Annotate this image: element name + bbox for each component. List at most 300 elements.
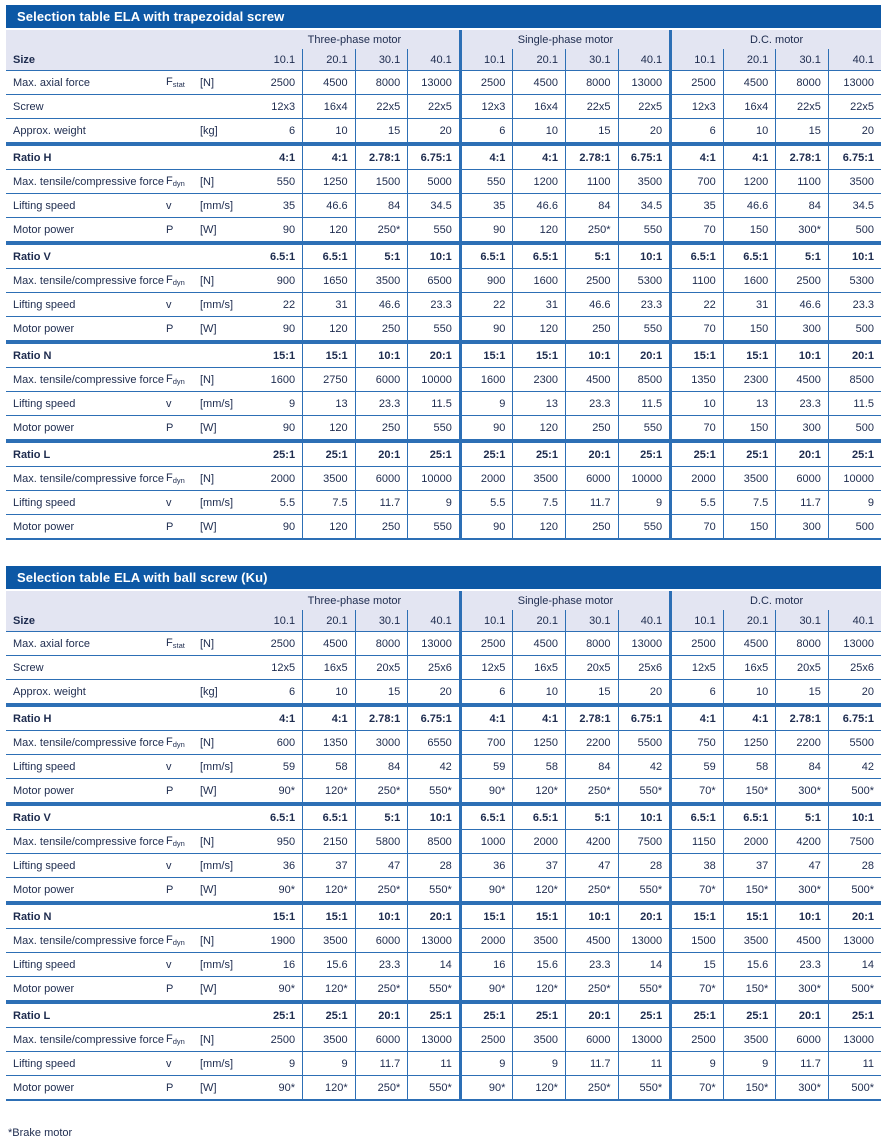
value-cell: 4500 (513, 632, 566, 656)
value-cell: 25x6 (828, 656, 881, 680)
value-cell: 13 (303, 392, 356, 416)
value-cell: 10000 (618, 467, 671, 491)
size-value: 30.1 (565, 49, 618, 71)
value-cell: 9 (460, 1052, 513, 1076)
value-cell: 22 (671, 293, 724, 317)
value-cell: 59 (460, 755, 513, 779)
value-cell: 70 (671, 515, 724, 540)
motor-group-header: D.C. motor (671, 591, 881, 610)
ratio-value: 4:1 (723, 705, 776, 731)
row-unit: [mm/s] (200, 491, 250, 515)
value-cell: 84 (565, 755, 618, 779)
value-cell: 120 (303, 416, 356, 442)
ratio-label: Ratio N (6, 342, 250, 368)
row-symbol: P (166, 878, 200, 904)
row-label: Max. tensile/compressive force (6, 467, 166, 491)
value-cell: 1150 (671, 830, 724, 854)
value-cell: 70* (671, 1076, 724, 1101)
ratio-value: 10:1 (565, 903, 618, 929)
value-cell: 16x5 (513, 656, 566, 680)
size-value: 20.1 (723, 610, 776, 632)
value-cell: 5.5 (460, 491, 513, 515)
size-value: 40.1 (408, 610, 461, 632)
value-cell: 500* (828, 878, 881, 904)
ratio-value: 25:1 (618, 441, 671, 467)
ratio-value: 25:1 (408, 1002, 461, 1028)
value-cell: 23.3 (776, 953, 829, 977)
row-unit (200, 95, 250, 119)
value-cell: 500 (828, 515, 881, 540)
row-label: Lifting speed (6, 392, 166, 416)
value-cell: 550 (408, 515, 461, 540)
ratio-header-row (6, 705, 881, 731)
value-cell: 300* (776, 779, 829, 805)
value-cell: 5.5 (671, 491, 724, 515)
value-cell: 6000 (776, 467, 829, 491)
value-cell: 70 (671, 317, 724, 343)
ratio-value: 25:1 (408, 441, 461, 467)
value-cell: 500 (828, 317, 881, 343)
size-value: 30.1 (355, 49, 408, 71)
value-cell: 3500 (618, 170, 671, 194)
value-cell: 15 (671, 953, 724, 977)
value-cell: 90 (250, 218, 303, 244)
table-title: Selection table ELA with trapezoidal screw (17, 9, 285, 24)
value-cell: 8500 (408, 830, 461, 854)
value-cell: 1200 (723, 170, 776, 194)
value-cell: 12x5 (250, 656, 303, 680)
motor-group-row (6, 30, 881, 49)
value-cell: 8000 (355, 632, 408, 656)
value-cell: 16 (460, 953, 513, 977)
value-cell: 2500 (671, 1028, 724, 1052)
value-cell: 28 (828, 854, 881, 878)
value-cell: 22x5 (776, 95, 829, 119)
value-cell: 500* (828, 977, 881, 1003)
value-cell: 59 (250, 755, 303, 779)
row-label: Lifting speed (6, 755, 166, 779)
value-cell: 5800 (355, 830, 408, 854)
row-label: Approx. weight (6, 680, 166, 706)
ratio-value: 2.78:1 (565, 144, 618, 170)
ratio-value: 20:1 (408, 342, 461, 368)
table-row (6, 1076, 881, 1101)
table-row (6, 194, 881, 218)
value-cell: 15 (565, 119, 618, 145)
row-unit: [W] (200, 977, 250, 1003)
value-cell: 13000 (408, 632, 461, 656)
ratio-value: 25:1 (828, 441, 881, 467)
value-cell: 500 (828, 416, 881, 442)
table-row (6, 71, 881, 95)
value-cell: 13000 (618, 1028, 671, 1052)
value-cell: 120* (303, 779, 356, 805)
ratio-value: 15:1 (250, 342, 303, 368)
value-cell: 14 (408, 953, 461, 977)
value-cell: 500* (828, 1076, 881, 1101)
value-cell: 8000 (565, 71, 618, 95)
value-cell: 13000 (828, 632, 881, 656)
value-cell: 10 (303, 119, 356, 145)
value-cell: 1250 (723, 731, 776, 755)
value-cell: 90 (460, 218, 513, 244)
value-cell: 1350 (671, 368, 724, 392)
value-cell: 8500 (618, 368, 671, 392)
value-cell: 2500 (671, 71, 724, 95)
value-cell: 250 (355, 416, 408, 442)
value-cell: 7500 (828, 830, 881, 854)
ratio-value: 20:1 (565, 1002, 618, 1028)
value-cell: 16x4 (513, 95, 566, 119)
value-cell: 900 (250, 269, 303, 293)
value-cell: 5.5 (250, 491, 303, 515)
value-cell: 250* (355, 878, 408, 904)
row-label: Motor power (6, 779, 166, 805)
value-cell: 2500 (250, 71, 303, 95)
ratio-value: 4:1 (303, 705, 356, 731)
value-cell: 90* (250, 878, 303, 904)
value-cell: 6 (250, 680, 303, 706)
value-cell: 84 (355, 194, 408, 218)
ratio-label: Ratio H (6, 144, 250, 170)
value-cell: 550* (618, 1076, 671, 1101)
ratio-value: 10:1 (408, 804, 461, 830)
size-value: 40.1 (408, 49, 461, 71)
ratio-value: 6.5:1 (723, 804, 776, 830)
value-cell: 10000 (408, 467, 461, 491)
value-cell: 550* (618, 977, 671, 1003)
ratio-label: Ratio N (6, 903, 250, 929)
value-cell: 550 (618, 317, 671, 343)
value-cell: 3500 (355, 269, 408, 293)
row-unit: [N] (200, 632, 250, 656)
value-cell: 31 (723, 293, 776, 317)
value-cell: 550 (408, 218, 461, 244)
row-symbol: $F_{dyn}$ (166, 269, 200, 293)
value-cell: 9 (723, 1052, 776, 1076)
ratio-value: 5:1 (565, 243, 618, 269)
value-cell: 70* (671, 977, 724, 1003)
value-cell: 120 (303, 317, 356, 343)
value-cell: 23.3 (618, 293, 671, 317)
row-symbol: P (166, 779, 200, 805)
ratio-value: 6.75:1 (828, 144, 881, 170)
table-row (6, 269, 881, 293)
row-symbol: v (166, 293, 200, 317)
value-cell: 46.6 (513, 194, 566, 218)
value-cell: 34.5 (828, 194, 881, 218)
row-symbol: $F_{dyn}$ (166, 731, 200, 755)
row-label: Lifting speed (6, 854, 166, 878)
value-cell: 1600 (723, 269, 776, 293)
value-cell: 90* (460, 779, 513, 805)
value-cell: 10 (723, 680, 776, 706)
value-cell: 23.3 (565, 953, 618, 977)
value-cell: 15 (565, 680, 618, 706)
size-value: 40.1 (828, 610, 881, 632)
value-cell: 23.3 (408, 293, 461, 317)
ratio-value: 15:1 (460, 903, 513, 929)
value-cell: 23.3 (828, 293, 881, 317)
ratio-value: 20:1 (828, 342, 881, 368)
value-cell: 2000 (460, 467, 513, 491)
value-cell: 22 (460, 293, 513, 317)
value-cell: 11.5 (408, 392, 461, 416)
row-unit: [mm/s] (200, 953, 250, 977)
row-symbol: v (166, 1052, 200, 1076)
row-label: Max. tensile/compressive force (6, 830, 166, 854)
row-symbol: v (166, 194, 200, 218)
value-cell: 120 (303, 218, 356, 244)
row-unit: [W] (200, 218, 250, 244)
value-cell: 10000 (828, 467, 881, 491)
row-unit: [N] (200, 368, 250, 392)
value-cell: 6000 (355, 368, 408, 392)
value-cell: 1100 (776, 170, 829, 194)
motor-group-header: Three-phase motor (250, 30, 460, 49)
value-cell: 47 (565, 854, 618, 878)
value-cell: 3500 (303, 467, 356, 491)
value-cell: 13000 (618, 929, 671, 953)
table-row (6, 95, 881, 119)
ratio-value: 2.78:1 (565, 705, 618, 731)
table-row (6, 830, 881, 854)
symbol-subscript: dyn (172, 1037, 185, 1046)
ratio-label: Ratio V (6, 243, 250, 269)
value-cell: 3000 (355, 731, 408, 755)
value-cell: 15 (776, 680, 829, 706)
value-cell: 5500 (618, 731, 671, 755)
value-cell: 20x5 (355, 656, 408, 680)
value-cell: 120 (513, 416, 566, 442)
table-row (6, 977, 881, 1003)
value-cell: 250* (565, 218, 618, 244)
value-cell: 16 (250, 953, 303, 977)
row-symbol (166, 95, 200, 119)
value-cell: 28 (618, 854, 671, 878)
value-cell: 15 (776, 119, 829, 145)
ratio-header-row (6, 1002, 881, 1028)
table-row (6, 1052, 881, 1076)
value-cell: 15.6 (723, 953, 776, 977)
value-cell: 13000 (828, 1028, 881, 1052)
ratio-value: 25:1 (513, 441, 566, 467)
value-cell: 1100 (671, 269, 724, 293)
value-cell: 1900 (250, 929, 303, 953)
value-cell: 25x6 (408, 656, 461, 680)
table-row (6, 755, 881, 779)
ratio-value: 4:1 (513, 705, 566, 731)
value-cell: 47 (355, 854, 408, 878)
value-cell: 550 (460, 170, 513, 194)
value-cell: 20 (828, 119, 881, 145)
row-symbol (166, 680, 200, 706)
table-row (6, 218, 881, 244)
value-cell: 6 (460, 680, 513, 706)
ratio-value: 6.75:1 (408, 144, 461, 170)
value-cell: 58 (303, 755, 356, 779)
row-unit (200, 656, 250, 680)
value-cell: 300 (776, 317, 829, 343)
row-symbol: $F_{stat}$ (166, 71, 200, 95)
ratio-value: 5:1 (355, 804, 408, 830)
value-cell: 23.3 (355, 392, 408, 416)
value-cell: 20 (828, 680, 881, 706)
value-cell: 47 (776, 854, 829, 878)
value-cell: 700 (671, 170, 724, 194)
size-value: 10.1 (250, 49, 303, 71)
ratio-value: 25:1 (828, 1002, 881, 1028)
ratio-value: 20:1 (565, 441, 618, 467)
value-cell: 10 (723, 119, 776, 145)
symbol-subscript: dyn (172, 476, 185, 485)
ratio-value: 25:1 (671, 1002, 724, 1028)
value-cell: 7.5 (513, 491, 566, 515)
value-cell: 20x5 (776, 656, 829, 680)
value-cell: 550* (618, 779, 671, 805)
value-cell: 46.6 (565, 293, 618, 317)
row-unit: [W] (200, 779, 250, 805)
value-cell: 120 (513, 317, 566, 343)
value-cell: 2500 (460, 632, 513, 656)
value-cell: 1200 (513, 170, 566, 194)
value-cell: 6500 (408, 269, 461, 293)
value-cell: 22 (250, 293, 303, 317)
ratio-value: 20:1 (776, 441, 829, 467)
value-cell: 13000 (828, 71, 881, 95)
value-cell: 2000 (513, 830, 566, 854)
value-cell: 38 (671, 854, 724, 878)
row-label: Motor power (6, 1076, 166, 1101)
value-cell: 120* (513, 878, 566, 904)
row-symbol: $F_{dyn}$ (166, 1028, 200, 1052)
table-row (6, 953, 881, 977)
table-row (6, 467, 881, 491)
value-cell: 46.6 (355, 293, 408, 317)
value-cell: 2000 (250, 467, 303, 491)
row-symbol: P (166, 416, 200, 442)
value-cell: 250 (355, 317, 408, 343)
value-cell: 46.6 (776, 293, 829, 317)
value-cell: 9 (460, 392, 513, 416)
row-symbol: $F_{dyn}$ (166, 368, 200, 392)
value-cell: 12x5 (460, 656, 513, 680)
row-symbol: v (166, 953, 200, 977)
value-cell: 84 (355, 755, 408, 779)
value-cell: 37 (303, 854, 356, 878)
value-cell: 120* (513, 779, 566, 805)
value-cell: 9 (250, 1052, 303, 1076)
row-label: Approx. weight (6, 119, 166, 145)
row-unit: [mm/s] (200, 194, 250, 218)
ratio-value: 6.5:1 (303, 804, 356, 830)
value-cell: 70 (671, 218, 724, 244)
value-cell: 300* (776, 1076, 829, 1101)
table-row (6, 854, 881, 878)
row-unit: [N] (200, 830, 250, 854)
value-cell: 2000 (723, 830, 776, 854)
ratio-value: 6.75:1 (408, 705, 461, 731)
ratio-value: 10:1 (776, 903, 829, 929)
value-cell: 250 (565, 416, 618, 442)
ratio-header-row (6, 441, 881, 467)
value-cell: 2500 (671, 632, 724, 656)
table-row (6, 731, 881, 755)
value-cell: 90 (250, 515, 303, 540)
value-cell: 4500 (776, 368, 829, 392)
value-cell: 15 (355, 119, 408, 145)
value-cell: 6000 (355, 1028, 408, 1052)
row-symbol: v (166, 854, 200, 878)
row-unit: [N] (200, 929, 250, 953)
motor-group-header: Three-phase motor (250, 591, 460, 610)
value-cell: 2150 (303, 830, 356, 854)
row-unit: [mm/s] (200, 755, 250, 779)
value-cell: 58 (513, 755, 566, 779)
value-cell: 4500 (723, 632, 776, 656)
value-cell: 120* (513, 977, 566, 1003)
ratio-value: 15:1 (723, 903, 776, 929)
value-cell: 120 (303, 515, 356, 540)
ratio-value: 15:1 (460, 342, 513, 368)
value-cell: 1600 (460, 368, 513, 392)
size-value: 30.1 (565, 610, 618, 632)
ratio-value: 5:1 (565, 804, 618, 830)
value-cell: 16x4 (723, 95, 776, 119)
ratio-value: 15:1 (723, 342, 776, 368)
value-cell: 9 (671, 1052, 724, 1076)
ratio-value: 6.75:1 (828, 705, 881, 731)
ratio-value: 6.5:1 (250, 804, 303, 830)
ratio-value: 20:1 (618, 342, 671, 368)
value-cell: 550 (618, 218, 671, 244)
ratio-value: 20:1 (828, 903, 881, 929)
ratio-value: 25:1 (250, 441, 303, 467)
table-row (6, 680, 881, 706)
row-unit: [kg] (200, 680, 250, 706)
table-row (6, 170, 881, 194)
value-cell: 12x3 (671, 95, 724, 119)
value-cell: 10 (671, 392, 724, 416)
value-cell: 300* (776, 878, 829, 904)
row-unit: [W] (200, 317, 250, 343)
row-unit: [W] (200, 878, 250, 904)
value-cell: 12x5 (671, 656, 724, 680)
value-cell: 70* (671, 779, 724, 805)
value-cell: 13000 (408, 1028, 461, 1052)
value-cell: 250* (565, 1076, 618, 1101)
row-label: Motor power (6, 515, 166, 540)
value-cell: 23.3 (776, 392, 829, 416)
value-cell: 13000 (618, 632, 671, 656)
ratio-value: 6.5:1 (513, 243, 566, 269)
value-cell: 150 (723, 317, 776, 343)
table-row (6, 293, 881, 317)
value-cell: 16x4 (303, 95, 356, 119)
ratio-value: 25:1 (723, 441, 776, 467)
value-cell: 5300 (618, 269, 671, 293)
size-value: 40.1 (618, 49, 671, 71)
value-cell: 22x5 (565, 95, 618, 119)
table-row (6, 878, 881, 904)
value-cell: 1250 (303, 170, 356, 194)
value-cell: 6 (460, 119, 513, 145)
ratio-label: Ratio H (6, 705, 250, 731)
ratio-value: 10:1 (355, 342, 408, 368)
value-cell: 2500 (250, 632, 303, 656)
value-cell: 9 (303, 1052, 356, 1076)
value-cell: 4500 (776, 929, 829, 953)
